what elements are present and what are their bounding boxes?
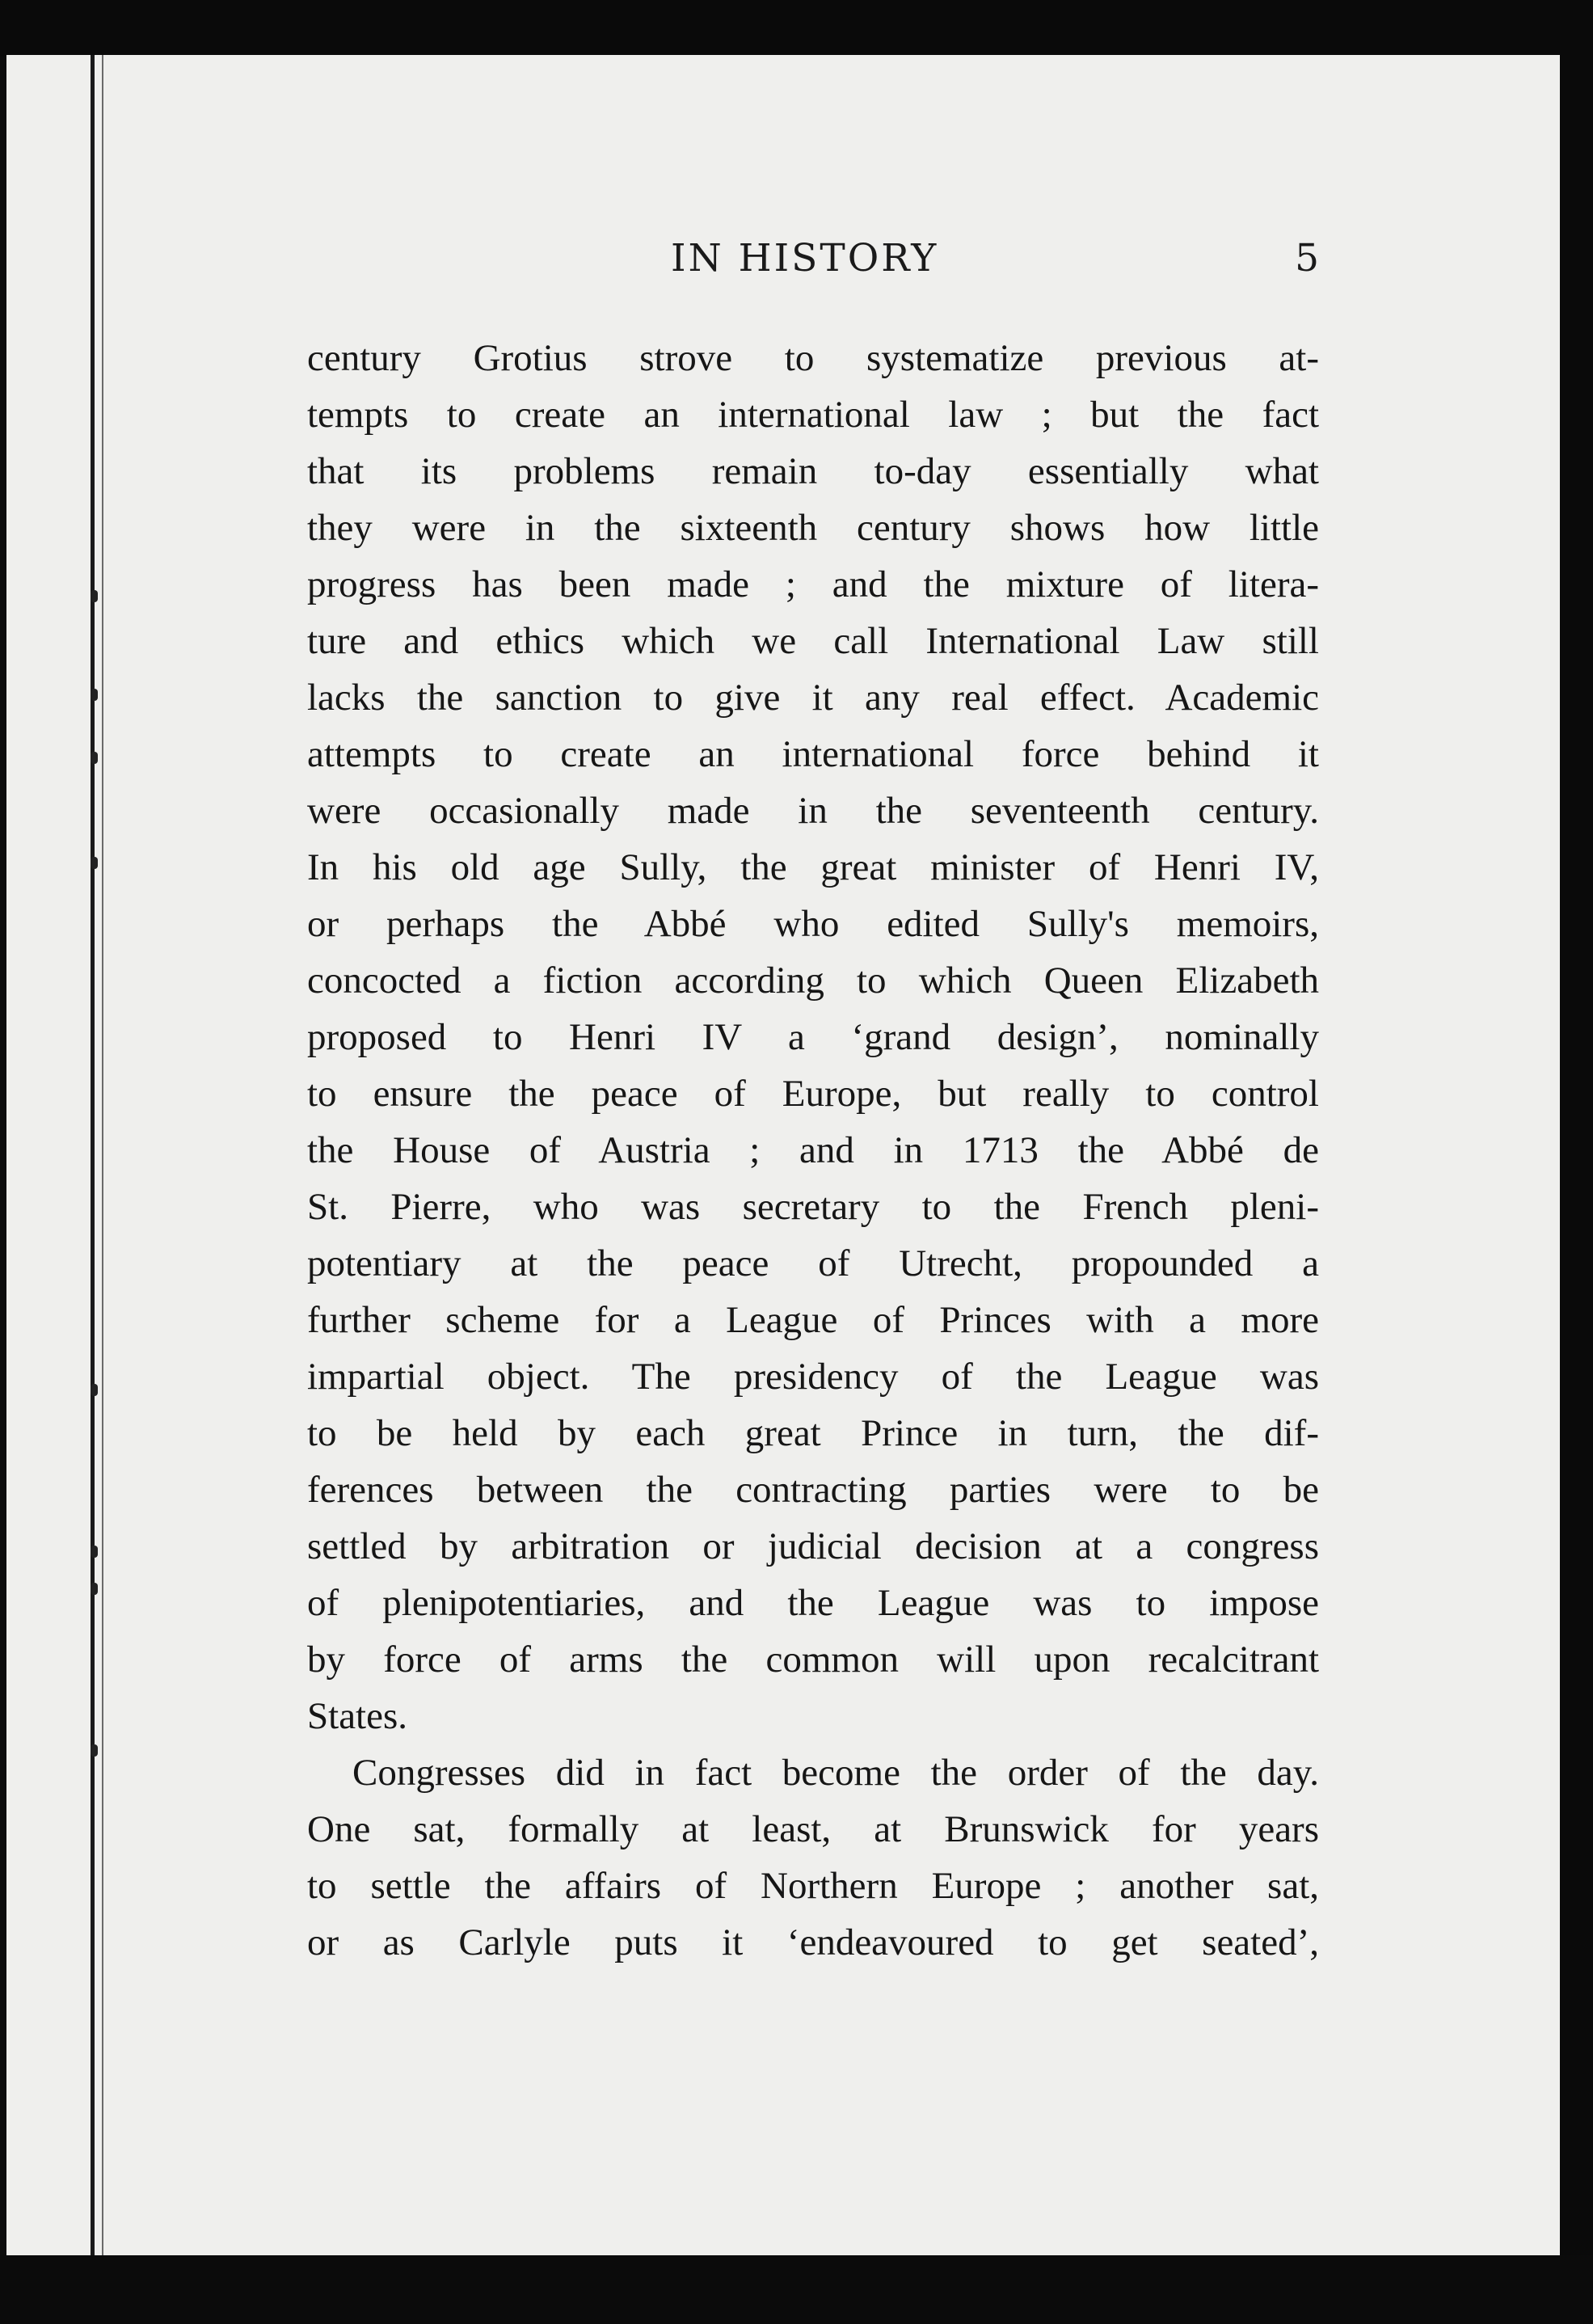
text-line: or as Carlyle puts it ‘endeavoured to get seated’,: [307, 1921, 1319, 1963]
text-line: by force of arms the common will upon recalcitrant: [307, 1639, 1319, 1681]
text-line: settled by arbitration or judicial decision at a congress: [307, 1525, 1319, 1567]
page-number: 5: [1295, 236, 1319, 280]
margin-speck: [91, 1583, 98, 1595]
margin-speck: [91, 590, 98, 602]
text-line: lacks the sanction to give it any real effect. Academic: [307, 677, 1319, 719]
margin-speck: [91, 752, 98, 764]
scan-border-top: [0, 0, 1593, 57]
text-line: further scheme for a League of Princes with a more: [307, 1299, 1319, 1341]
text-line: tempts to create an international law ; but the fact: [307, 394, 1319, 436]
text-line: to ensure the peace of Europe, but really to control: [307, 1073, 1319, 1115]
text-line: concocted a fiction according to which Queen Elizabeth: [307, 960, 1319, 1002]
text-line: St. Pierre, who was secretary to the French pleni-: [307, 1186, 1319, 1228]
text-line: potentiary at the peace of Utrecht, propounded a: [307, 1242, 1319, 1284]
text-line: progress has been made ; and the mixture of litera-: [307, 563, 1319, 605]
binding-edge: [91, 55, 95, 2257]
text-line: or perhaps the Abbé who edited Sully's memoirs,: [307, 903, 1319, 945]
text-line: ferences between the contracting parties were to be: [307, 1469, 1319, 1511]
scan-border-right: [1560, 0, 1593, 2324]
text-line: States.: [307, 1695, 408, 1737]
text-line: to settle the affairs of Northern Europe ; another sat,: [307, 1865, 1319, 1907]
text-line: proposed to Henri IV a ‘grand design’, nominally: [307, 1016, 1319, 1058]
text-line: attempts to create an international force behind it: [307, 733, 1319, 775]
text-line: impartial object. The presidency of the League was: [307, 1356, 1319, 1398]
margin-speck: [91, 1384, 98, 1396]
paragraph-1: [307, 330, 1319, 1744]
margin-speck: [91, 689, 98, 701]
binding-edge-inner: [102, 55, 103, 2257]
text-line: they were in the sixteenth century shows how little: [307, 507, 1319, 549]
margin-speck: [91, 1546, 98, 1558]
text-line: ture and ethics which we call International Law still: [307, 620, 1319, 662]
text-line: the House of Austria ; and in 1713 the Abbé de: [307, 1129, 1319, 1171]
scan-border-bottom: [0, 2255, 1593, 2324]
text-line: Congresses did in fact become the order of the day.: [352, 1752, 1319, 1794]
text-line: that its problems remain to-day essentially what: [307, 450, 1319, 492]
text-line: One sat, formally at least, at Brunswick for years: [307, 1808, 1319, 1850]
text-line: were occasionally made in the seventeenth century.: [307, 790, 1319, 832]
margin-speck: [91, 1744, 98, 1757]
paragraph-2: [307, 1744, 1319, 1971]
text-line: century Grotius strove to systematize previous at-: [307, 337, 1319, 379]
body-text: [307, 330, 1319, 1971]
running-title: IN HISTORY: [671, 236, 939, 280]
text-line: to be held by each great Prince in turn, the dif-: [307, 1412, 1319, 1454]
running-header: [307, 236, 1319, 293]
text-line: of plenipotentiaries, and the League was to impose: [307, 1582, 1319, 1624]
margin-speck: [91, 857, 98, 869]
text-line: In his old age Sully, the great minister of Henri IV,: [307, 846, 1319, 888]
